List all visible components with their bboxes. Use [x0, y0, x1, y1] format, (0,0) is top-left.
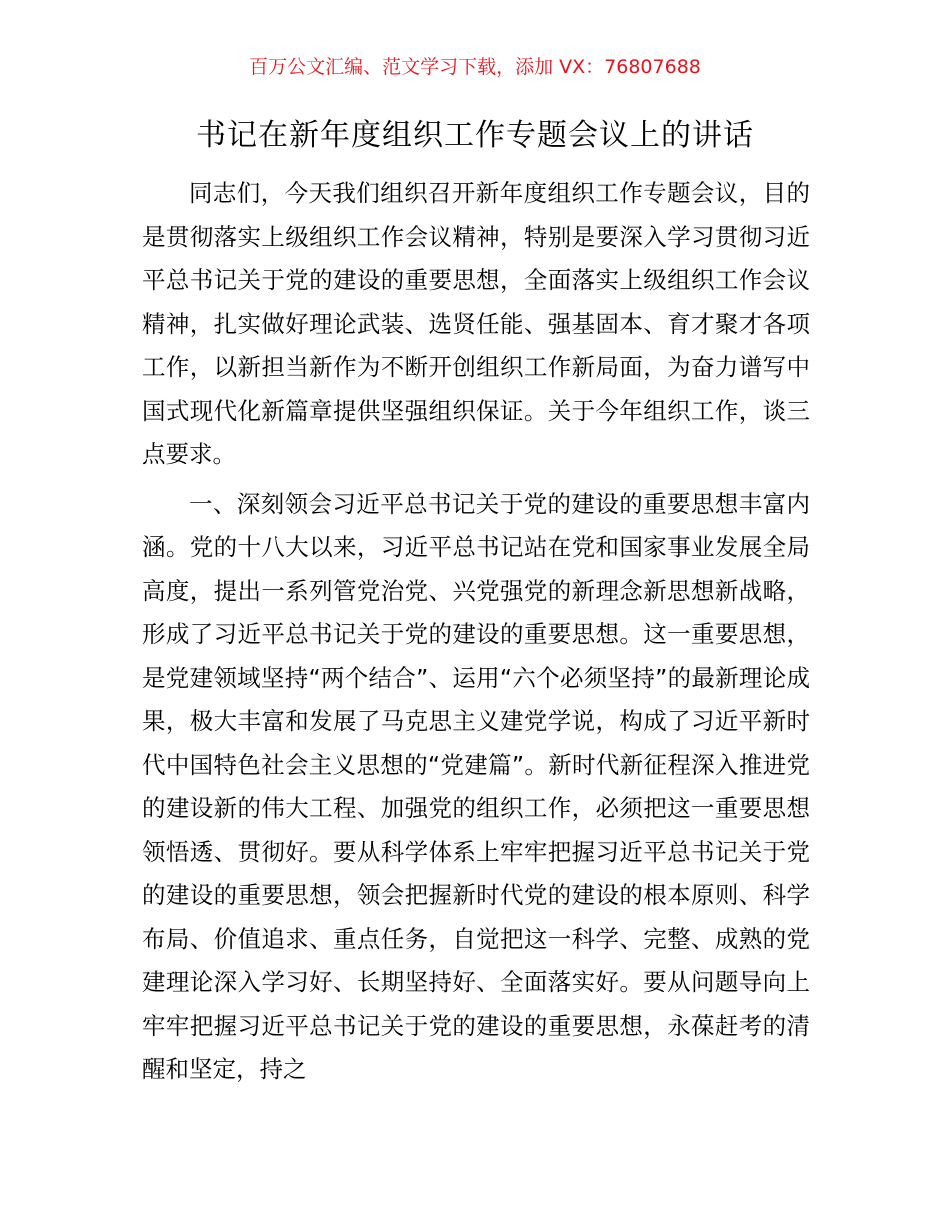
paragraph-section-one: 一、深刻领会习近平总书记关于党的建设的重要思想丰富内涵。党的十八大以来，习近平总书记站在党和国家事业发展全局高度，提出一系列管党治党、兴党强党的新理念新思想新战略，形成了习近平总书记关于党的建设的重要思想。这一重要思想，是党建领域坚持“两个结合”、运用“六个必须坚持”的最新理论成果，极大丰富和发展了马克思主义建党学说，构成了习近平新时代中国特色社会主义思想的“党建篇”。新时代新征程深入推进党的建设新的伟大工程、加强党的组织工作，必须把这一重要思想领悟透、贯彻好。要从科学体系上牢牢把握习近平总书记关于党的建设的重要思想，领会把握新时代党的建设的根本原则、科学布局、价值追求、重点任务，自觉把这一科学、完整、成熟的党建理论深入学习好、长期坚持好、全面落实好。要从问题导向上牢牢把握习近平总书记关于党的建设的重要思想，永葆赶考的清醒和坚定，持之: [142, 489, 810, 1083]
paragraph-intro: 同志们，今天我们组织召开新年度组织工作专题会议，目的是贯彻落实上级组织工作会议精神，特别是要深入学习贯彻习近平总书记关于党的建设的重要思想，全面落实上级组织工作会议精神，扎实做好理论武装、选贤任能、强基固本、育才聚才各项工作，以新担当新作为不断开创组织工作新局面，为奋力谱写中国式现代化新篇章提供坚强组织保证。关于今年组织工作，谈三点要求。: [142, 179, 810, 468]
document-body: [142, 172, 810, 1092]
document-title: 书记在新年度组织工作专题会议上的讲话: [196, 118, 754, 153]
header-banner: 百万公文汇编、范文学习下载，添加 VX：76807688: [249, 56, 701, 78]
